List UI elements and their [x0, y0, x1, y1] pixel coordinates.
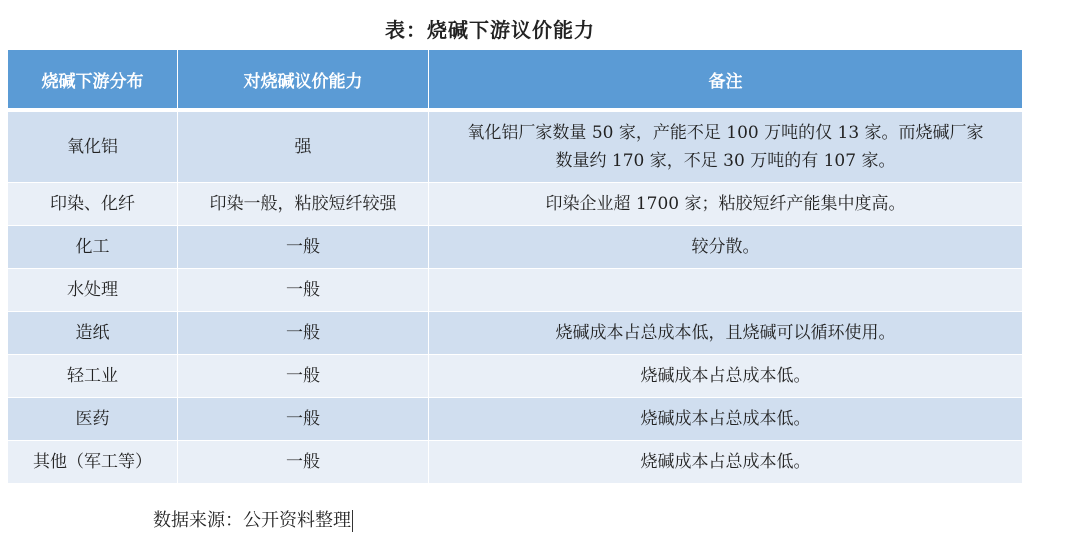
- cell-note: 印染企业超 1700 家；粘胶短纤产能集中度高。: [429, 183, 1023, 226]
- header-row: [8, 50, 1023, 110]
- cell-power: 一般: [178, 441, 429, 484]
- cell-segment: 医药: [8, 398, 178, 441]
- table-row: [8, 398, 1023, 441]
- cell-note: 烧碱成本占总成本低。: [429, 398, 1023, 441]
- cell-power: 一般: [178, 398, 429, 441]
- cell-segment: 其他（军工等）: [8, 441, 178, 484]
- cell-note: 烧碱成本占总成本低。: [429, 441, 1023, 484]
- cell-power: 一般: [178, 312, 429, 355]
- cell-segment: 化工: [8, 226, 178, 269]
- downstream-bargaining-table: [7, 50, 1023, 484]
- cell-power: 强: [178, 110, 429, 183]
- cell-power: 一般: [178, 226, 429, 269]
- table-row: [8, 312, 1023, 355]
- table-row: [8, 226, 1023, 269]
- table-row: [8, 110, 1023, 183]
- cell-note: 烧碱成本占总成本低。: [429, 355, 1023, 398]
- cell-segment: 造纸: [8, 312, 178, 355]
- cell-segment: 印染、化纤: [8, 183, 178, 226]
- text-cursor: [352, 510, 353, 532]
- cell-segment: 氧化铝: [8, 110, 178, 183]
- source-text: 数据来源：公开资料整理: [153, 510, 351, 531]
- table-row: [8, 269, 1023, 312]
- cell-note-line: 氧化铝厂家数量 50 家，产能不足 100 万吨的仅 13 家。而烧碱厂家: [467, 123, 984, 143]
- cell-power: 一般: [178, 355, 429, 398]
- cell-power: 印染一般，粘胶短纤较强: [178, 183, 429, 226]
- table-row: [8, 441, 1023, 484]
- header-power: 对烧碱议价能力: [178, 50, 429, 110]
- cell-note: [429, 110, 1023, 183]
- cell-power: 一般: [178, 269, 429, 312]
- header-note: 备注: [429, 50, 1023, 110]
- cell-note: 烧碱成本占总成本低，且烧碱可以循环使用。: [429, 312, 1023, 355]
- table-row: [8, 183, 1023, 226]
- table-title: 表：烧碱下游议价能力: [385, 18, 595, 42]
- source-note: [153, 506, 353, 532]
- header-segment: 烧碱下游分布: [8, 50, 178, 110]
- cell-segment: 轻工业: [8, 355, 178, 398]
- cell-segment: 水处理: [8, 269, 178, 312]
- cell-note-line: 数量约 170 家，不足 30 万吨的有 107 家。: [555, 151, 896, 171]
- cell-note: 较分散。: [429, 226, 1023, 269]
- table-row: [8, 355, 1023, 398]
- cell-note: [429, 269, 1023, 312]
